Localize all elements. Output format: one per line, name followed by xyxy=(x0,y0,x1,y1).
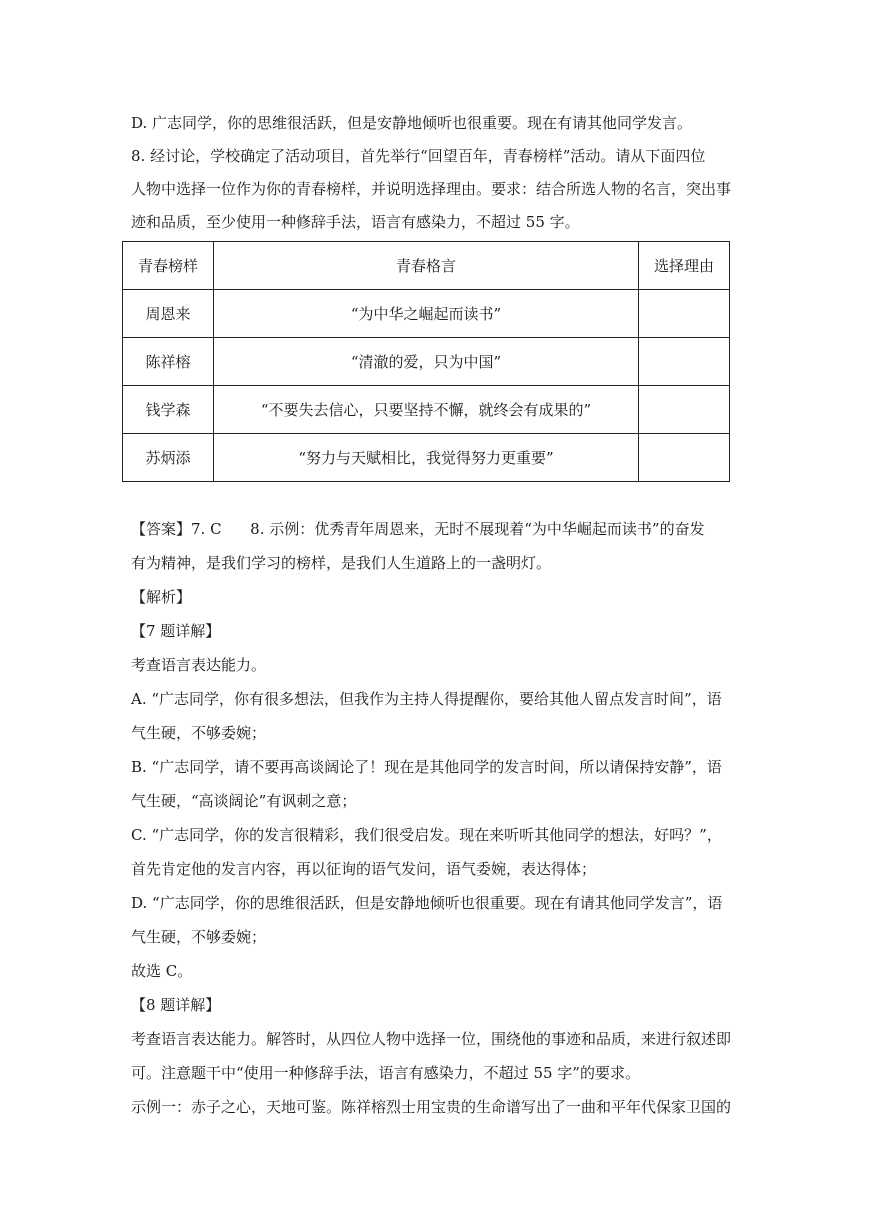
person-cell: 苏炳添 xyxy=(123,434,214,482)
motto-cell: “清澈的爱，只为中国” xyxy=(214,338,639,386)
analysis-d-line-2: 气生硬，不够委婉； xyxy=(131,928,267,946)
answer-line-2: 有为精神，是我们学习的榜样，是我们人生道路上的一盏明灯。 xyxy=(131,554,552,572)
analysis-c-line-1: C. “广志同学，你的发言很精彩，我们很受启发。现在来听听其他同学的想法，好吗？”， xyxy=(131,826,722,844)
question-8-line-2: 人物中选择一位作为你的青春榜样，并说明选择理由。要求：结合所选人物的名言，突出事 xyxy=(131,180,732,198)
table-row xyxy=(123,386,730,434)
table-row xyxy=(123,290,730,338)
analysis-b-line-1: B. “广志同学，请不要再高谈阔论了！现在是其他同学的发言时间，所以请保持安静”，语 xyxy=(131,758,722,776)
motto-cell: “为中华之崛起而读书” xyxy=(214,290,639,338)
table-header-row xyxy=(123,242,730,290)
reason-cell xyxy=(639,386,730,434)
question-8-line-1: 8. 经讨论，学校确定了活动项目，首先举行“回望百年，青春榜样”活动。请从下面四位 xyxy=(131,147,706,165)
reason-cell xyxy=(639,434,730,482)
q8-analysis-line-2: 可。注意题干中“使用一种修辞手法，语言有感染力，不超过 55 字”的要求。 xyxy=(131,1064,640,1082)
person-cell: 陈祥榕 xyxy=(123,338,214,386)
reason-cell xyxy=(639,338,730,386)
q8-analysis-line-1: 考查语言表达能力。解答时，从四位人物中选择一位，围绕他的事迹和品质，来进行叙述即 xyxy=(131,1030,732,1048)
option-d-text: D. 广志同学，你的思维很活跃，但是安静地倾听也很重要。现在有请其他同学发言。 xyxy=(131,114,693,132)
analysis-a-line-2: 气生硬，不够委婉； xyxy=(131,724,267,742)
analysis-b-line-2: 气生硬，“高谈阔论”有讽刺之意； xyxy=(131,792,357,810)
table-row xyxy=(123,434,730,482)
q7-conclusion: 故选 C。 xyxy=(131,962,193,980)
person-cell: 钱学森 xyxy=(123,386,214,434)
question-8-line-3: 迹和品质，至少使用一种修辞手法，语言有感染力，不超过 55 字。 xyxy=(131,213,580,231)
header-role-model: 青春榜样 xyxy=(123,242,214,290)
role-model-table xyxy=(122,241,730,482)
motto-cell: “不要失去信心，只要坚持不懈，就终会有成果的” xyxy=(214,386,639,434)
header-motto: 青春格言 xyxy=(214,242,639,290)
analysis-d-line-1: D. “广志同学，你的思维很活跃，但是安静地倾听也很重要。现在有请其他同学发言”，语 xyxy=(131,894,723,912)
analysis-heading: 【解析】 xyxy=(131,588,192,606)
table-row xyxy=(123,338,730,386)
q7-detail-heading: 【7 题详解】 xyxy=(131,622,221,640)
header-reason: 选择理由 xyxy=(639,242,730,290)
q8-detail-heading: 【8 题详解】 xyxy=(131,996,221,1014)
q7-intro: 考查语言表达能力。 xyxy=(131,656,267,674)
analysis-a-line-1: A. “广志同学，你有很多想法，但我作为主持人得提醒你，要给其他人留点发言时间”，语 xyxy=(131,690,722,708)
reason-cell xyxy=(639,290,730,338)
example-1-line: 示例一：赤子之心，天地可鉴。陈祥榕烈士用宝贵的生命谱写出了一曲和平年代保家卫国的 xyxy=(131,1098,732,1116)
answer-line-1: 【答案】7. C 8. 示例：优秀青年周恩来，无时不展现着“为中华崛起而读书”的奋发 xyxy=(131,520,705,538)
analysis-c-line-2: 首先肯定他的发言内容，再以征询的语气发问，语气委婉，表达得体； xyxy=(131,860,597,878)
motto-cell: “努力与天赋相比，我觉得努力更重要” xyxy=(214,434,639,482)
person-cell: 周恩来 xyxy=(123,290,214,338)
